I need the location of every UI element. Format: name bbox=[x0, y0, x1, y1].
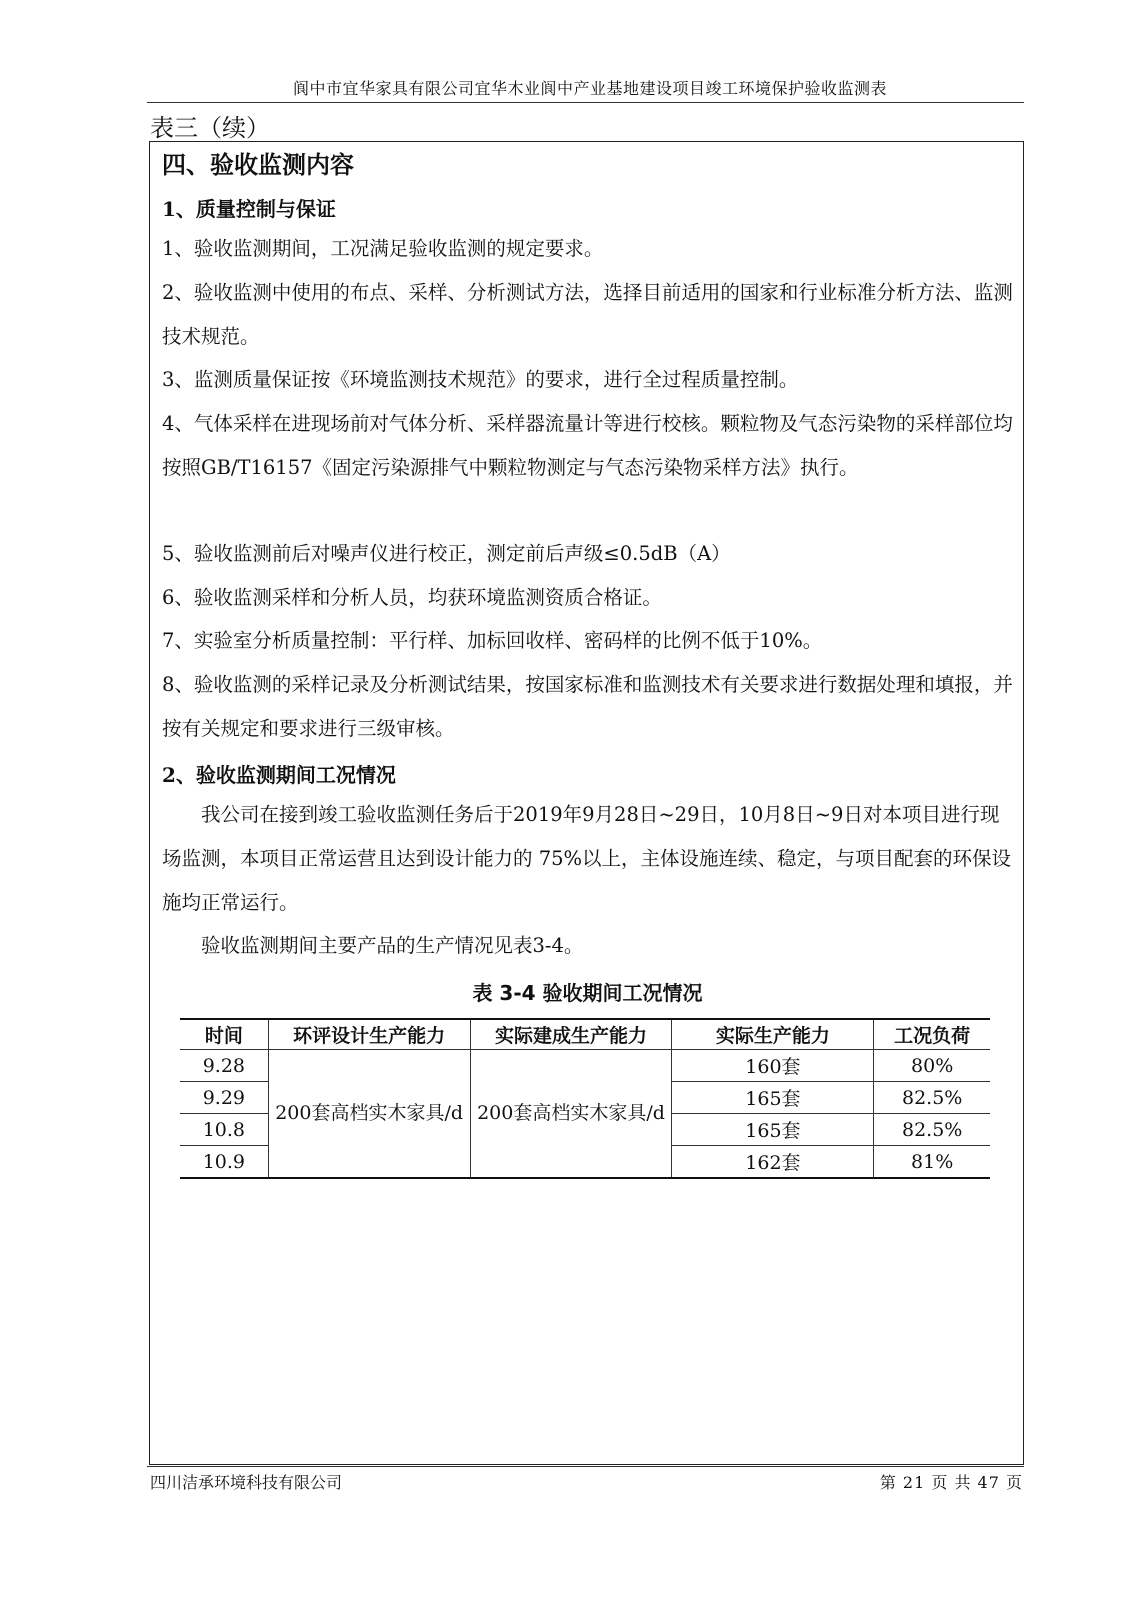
design-capacity-text: 200套高档实木家具/d bbox=[275, 1102, 464, 1124]
cell-actual: 160套 bbox=[672, 1050, 874, 1082]
operating-conditions-paragraph: 我公司在接到竣工验收监测任务后于2019年9月28日~29日，10月8日~9日对本项目进行现场监测，本项目正常运营且达到设计能力的 75%以上，主体设施连续、稳定，与项目配套的环保设施均正常运行。 bbox=[162, 803, 1012, 914]
quality-item-8: 8、验收监测的采样记录及分析测试结果，按国家标准和监测技术有关要求进行数据处理和填报，并按有关规定和要求进行三级审核。 bbox=[162, 673, 1013, 740]
quality-item-7: 7、实验室分析质量控制：平行样、加标回收样、密码样的比例不低于10%。 bbox=[162, 629, 823, 652]
cell-load: 82.5% bbox=[874, 1082, 990, 1114]
cell-actual: 162套 bbox=[672, 1146, 874, 1179]
cell-load: 80% bbox=[874, 1050, 990, 1082]
cell-built-capacity bbox=[470, 1050, 672, 1179]
cell-actual: 165套 bbox=[672, 1082, 874, 1114]
section-heading: 四、验收监测内容 bbox=[162, 150, 354, 179]
footer-company: 四川洁承环境科技有限公司 bbox=[150, 1473, 343, 1492]
footer-page-number: 第 21 页 共 47 页 bbox=[879, 1473, 1023, 1492]
subsection-quality-control: 1、质量控制与保证 bbox=[162, 197, 336, 221]
built-capacity-text: 200套高档实木家具/d bbox=[477, 1102, 665, 1124]
operating-conditions-table bbox=[180, 1018, 990, 1179]
document-header-title: 阆中市宜华家具有限公司宜华木业阆中产业基地建设项目竣工环境保护验收监测表 bbox=[292, 79, 887, 98]
cell-load: 82.5% bbox=[874, 1114, 990, 1146]
cell-time: 10.8 bbox=[180, 1114, 268, 1146]
table-continuation-label: 表三（续） bbox=[150, 114, 270, 142]
production-reference-paragraph: 验收监测期间主要产品的生产情况见表3-4。 bbox=[201, 934, 584, 957]
cell-design-capacity bbox=[268, 1050, 470, 1179]
header-time: 时间 bbox=[180, 1019, 268, 1050]
table-title: 表 3-4 验收期间工况情况 bbox=[472, 981, 703, 1005]
quality-item-3: 3、监测质量保证按《环境监测技术规范》的要求，进行全过程质量控制。 bbox=[162, 368, 799, 391]
cell-actual: 165套 bbox=[672, 1114, 874, 1146]
subsection-operating-conditions: 2、验收监测期间工况情况 bbox=[162, 763, 396, 787]
quality-item-2: 2、验收监测中使用的布点、采样、分析测试方法，选择目前适用的国家和行业标准分析方法、监测技术规范。 bbox=[162, 281, 1013, 348]
table-row bbox=[180, 1050, 990, 1082]
header-divider bbox=[147, 102, 1024, 103]
quality-item-6: 6、验收监测采样和分析人员，均获环境监测资质合格证。 bbox=[162, 586, 662, 609]
header-built-capacity: 实际建成生产能力 bbox=[470, 1019, 672, 1050]
cell-time: 9.28 bbox=[180, 1050, 268, 1082]
cell-load: 81% bbox=[874, 1146, 990, 1179]
quality-item-1: 1、验收监测期间，工况满足验收监测的规定要求。 bbox=[162, 237, 604, 260]
cell-time: 10.9 bbox=[180, 1146, 268, 1179]
header-load: 工况负荷 bbox=[874, 1019, 990, 1050]
table-header-row bbox=[180, 1019, 990, 1050]
cell-time: 9.29 bbox=[180, 1082, 268, 1114]
quality-item-4: 4、气体采样在进现场前对气体分析、采样器流量计等进行校核。颗粒物及气态污染物的采样部位均按照GB/T16157《固定污染源排气中颗粒物测定与气态污染物采样方法》执行。 bbox=[162, 412, 1013, 479]
header-design-capacity: 环评设计生产能力 bbox=[268, 1019, 470, 1050]
header-actual-capacity: 实际生产能力 bbox=[672, 1019, 874, 1050]
footer-divider bbox=[147, 1466, 1024, 1467]
quality-item-5: 5、验收监测前后对噪声仪进行校正，测定前后声级≤0.5dB（A） bbox=[162, 542, 731, 565]
